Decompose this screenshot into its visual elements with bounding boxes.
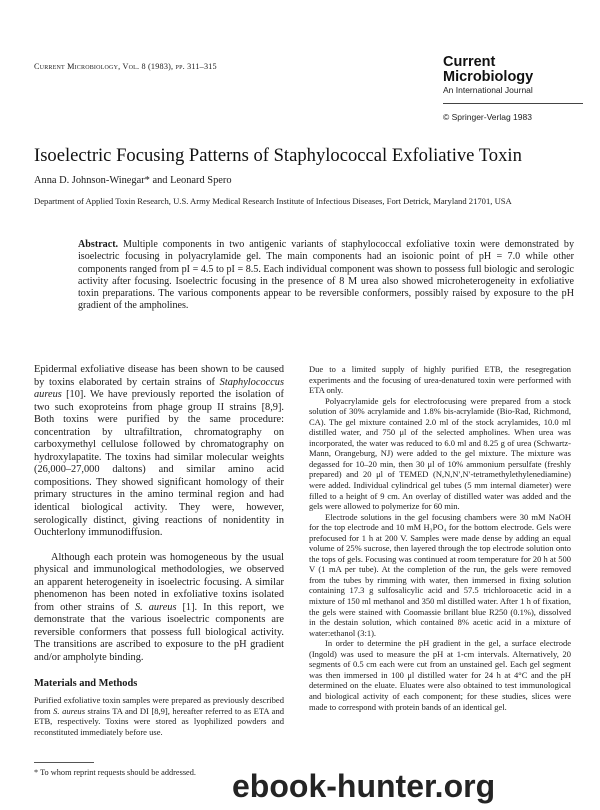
brand-line-1: Current — [443, 54, 496, 70]
footnote: * To whom reprint requests should be addressed. — [34, 768, 196, 777]
intro-p1-text-a: Epidermal exfoliative disease has been shown to be caused by toxins elaborated by certain strains of — [34, 364, 284, 388]
brand-subtitle: An International Journal — [443, 85, 533, 95]
header-divider — [443, 103, 583, 104]
intro-p2-text-b: [1]. In this report, we demonstrate that the various isoelectric components are reversible conformers that possess full biological activity. The transitions are ascribed to exposure to the pH gradient and/or ampholyte binding. — [34, 601, 284, 664]
journal-citation: Current Microbiology, Vol. 8 (1983), pp. 311–315 — [34, 62, 217, 71]
article-affiliation: Department of Applied Toxin Research, U.S. Army Medical Research Institute of Infectious Diseases, Fort Detrick, Maryland 21701, USA — [34, 196, 512, 206]
intro-p2-italic: S. aureus — [134, 601, 177, 613]
intro-p2-text-a: Although each protein was homogeneous by the usual physical and immunological methodologies, we observed an apparent heterogeneity in isoelectric focusing. A similar phenomenon has been noted in exfoliative toxins isolated from other strains of — [34, 551, 284, 613]
methods-paragraph-2: Due to a limited supply of highly purified ETB, the resegregation experiments and the focusing of urea-denatured toxin were performed with ETA only. — [309, 364, 571, 396]
intro-paragraph-2 — [34, 552, 284, 665]
article-authors: Anna D. Johnson-Winegar* and Leonard Spero — [34, 175, 232, 186]
article-title: Isoelectric Focusing Patterns of Staphylococcal Exfoliative Toxin — [34, 145, 522, 166]
footnote-divider — [34, 762, 94, 763]
journal-brand — [443, 55, 583, 123]
methods-paragraph-5: In order to determine the pH gradient in the gel, a surface electrode (Ingold) was used to measure the pH at 1-cm intervals. Alternatively, 20 segments of 0.5 cm each were cut from an unstained gel. Each gel segment was then immersed in 100 μl distilled water for 24 h at 4°C and the pH determined on the eluate. Eluates were also obtained to test immunological and biological activity of each component; for these studies, slices were made to correspond with protein bands of an identical gel. — [309, 638, 571, 712]
left-column — [34, 364, 284, 738]
methods-p1-text-b: strains TA and DI [8,9], hereafter referred to as ETA and ETB, respectively. Toxins were stored as lyophilized powders and reconstituted immediately before use. — [34, 705, 284, 737]
intro-paragraph-1 — [34, 364, 284, 540]
methods-paragraph-3: Polyacrylamide gels for electrofocusing were prepared from a stock solution of 30% acrylamide and 1.8% bis-acrylamide (Bio-Rad, Richmond, CA). The gel mixture contained 2.0 ml of the stock acrylamides, 10.0 ml distilled water, and 750 μl of the selected ampholines. When urea was incorporated, the water was reduced to 6.0 ml and 8.25 g of urea (Schwartz-Mann, Orangeburg, NJ) were added to the gel mixture. The mixture was degassed for 10–20 min, then 30 μl of 10% ammonium persulfate (freshly prepared) and 20 μl of TEMED (N,N,N′,N′-tetramethylethylenediamine) were added. Individual cylindrical gel tubes (5 mm internal diameter) were filled to a height of 9 cm. An overlay of distilled water was added and the gels were allowed to polymerize for 60 min. — [309, 395, 571, 512]
methods-p1-text-a: Purified exfoliative toxin samples were prepared as previously described from — [34, 695, 284, 716]
methods-p1-italic: S. aureus — [53, 705, 86, 716]
methods-paragraph-1 — [34, 695, 284, 737]
intro-p1-text-b: [10]. We have previously reported the isolation of two such exoproteins from phage group II strains [8,9]. Both toxins were purified by the same procedure: concentration by ultrafiltration, chromatography on carboxymethyl cellulose followed by chromatography on hydroxylapatite. The toxins had similar molecular weights (26,000–27,000 daltons) and similar amino acid compositions. They showed significant homology of their primary structures in the amino terminal region and had identical biological activity. They were, however, serologically distinct, giving reactions of nonidentity in Ouchterlony immunodiffusion. — [34, 389, 284, 539]
watermark-logo: ebook-hunter.org — [232, 768, 496, 804]
section-heading-methods: Materials and Methods — [34, 677, 138, 689]
intro-p1-italic: Staphylococcus aureus — [34, 376, 284, 401]
abstract-text: Multiple components in two antigenic variants of staphylococcal exfoliative toxin were demonstrated by isoelectric focusing in polyacrylamide gel. The main components had an isoionic point of pH = 7.0 while other components ranged from pI = 4.5 to pI = 8.5. Each individual component was shown to possess full biologic and serologic activity after focusing. Isoelectric focusing in the presence of 8 M urea also showed microheterogeneity in exfoliative toxin preparations. The various components appear to be reversible conformers, possibly raised by exposure to the pH gradient of the ampholines. — [78, 239, 575, 312]
methods-paragraph-4: Electrode solutions in the gel focusing chambers were 30 mM NaOH for the top electrode and 10 mM H₃PO₄ for the bottom electrode. Gels were prefocused for 1 h at 200 V. Samples were made dense by adding an equal volume of 25% sucrose, then layered through the top electrode solution onto the tops of gels. Focusing was continued at room temperature for 20 h at 500 V (1 mA per tube). At the completion of the run, the gels were removed from the tubes by rimming with water, then immersed in fixing solution containing 17.3 g sulfosalicylic acid and 57.5 trichloroacetic acid in a mixture of 150 ml methanol and 350 ml distilled water. After 1 h of fixation, the gels were stained with Coomassie brillant blue R250 (0.1%), dissolved in the destain solution, which contained 8% acetic acid in a mixture of water:ethanol (3:1). — [309, 511, 571, 638]
brand-line-2: Microbiology — [443, 69, 534, 85]
copyright-notice: © Springer-Verlag 1983 — [443, 112, 532, 122]
abstract-label: Abstract. — [78, 239, 119, 250]
right-column — [309, 364, 571, 712]
abstract — [78, 239, 574, 313]
